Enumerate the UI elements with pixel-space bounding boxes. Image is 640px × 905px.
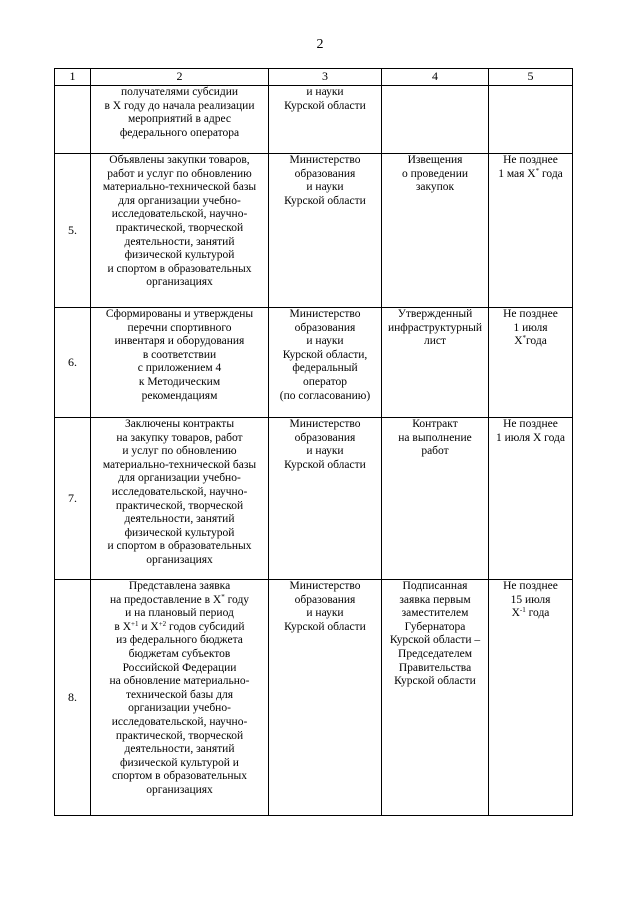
cell-text-line: материально-технической базы [102, 458, 257, 471]
cell-text-line: Курской области [284, 458, 366, 471]
cell-text-line: Не позднее [503, 154, 558, 166]
cell-text-line: бюджетам субъектов [128, 647, 231, 660]
cell-text-line: Сформированы и утверждены [105, 308, 254, 320]
cell-text-line: спортом в образовательных [112, 770, 247, 783]
cell-text-line: и на плановый период [125, 607, 234, 620]
cell-text-line: X*года [514, 334, 547, 348]
cell-text-line: с приложением 4 [137, 362, 222, 375]
cell-text-line: работ [421, 445, 449, 458]
cell-text-line: перечни спортивного [127, 321, 232, 334]
cell-text-line: Председателем [398, 647, 472, 660]
cell-text-line: заявка первым [399, 593, 471, 606]
cell-text-line: лист [423, 335, 447, 348]
cell-text-line: к Методическим [138, 375, 221, 388]
page-number: 2 [316, 37, 324, 52]
cell-text-line: 1 июля X года [496, 431, 565, 444]
cell-text-line: из федерального бюджета [116, 634, 243, 647]
cell-text-line: исследовательской, научно- [111, 715, 248, 728]
cell-text-line: на предоставление в X* году [109, 592, 250, 606]
cell-text-line: деятельности, занятий [124, 513, 235, 526]
table-row [55, 308, 573, 418]
header-cell: 2 [91, 69, 269, 86]
deadline-cell [489, 418, 573, 580]
plan-table [54, 68, 573, 816]
cell-text-line: Не позднее [503, 580, 558, 592]
cell-text-line: в X году до начала реализации [104, 99, 255, 112]
cell-text-line: Курской области – [389, 634, 481, 647]
cell-text-line: Представлена заявка [128, 580, 231, 592]
cell-text-line: организациях [146, 553, 213, 566]
event-cell [91, 86, 269, 154]
cell-text-line: для организации учебно- [118, 472, 241, 485]
cell-text-line: мероприятий в адрес [128, 113, 231, 126]
cell-text-line: федеральный [292, 362, 358, 375]
cell-text-line: Министерство [289, 418, 361, 430]
event-cell [91, 154, 269, 308]
cell-text-line: исследовательской, научно- [111, 208, 248, 221]
result-cell [382, 308, 489, 418]
cell-text-line: образования [294, 593, 356, 606]
row-number-cell: 7. [55, 418, 91, 580]
cell-text-line: организациях [146, 276, 213, 289]
cell-text-line: физической культурой [124, 249, 235, 262]
cell-text-line: физической культурой [124, 526, 235, 539]
table-row [55, 86, 573, 154]
responsible-cell [269, 86, 382, 154]
responsible-cell [269, 418, 382, 580]
responsible-cell [269, 154, 382, 308]
cell-text-line: Курской области [394, 675, 476, 688]
event-cell [91, 580, 269, 816]
cell-text-line: Не позднее [503, 418, 558, 430]
cell-text-line: Заключены контракты [124, 418, 235, 430]
cell-text-line: Министерство [289, 308, 361, 320]
cell-text-line: Губернатора [404, 620, 466, 633]
cell-text-line: и науки [306, 86, 344, 98]
cell-text-line: инвентаря и оборудования [114, 335, 245, 348]
cell-text-line: исследовательской, научно- [111, 485, 248, 498]
cell-text-line: Объявлены закупки товаров, [109, 154, 250, 166]
result-cell [382, 154, 489, 308]
header-cell: 3 [269, 69, 382, 86]
row-number-cell: 8. [55, 580, 91, 816]
result-cell [382, 418, 489, 580]
table-header-row [55, 69, 573, 86]
cell-text-line: Контракт [412, 418, 458, 430]
table-row [55, 580, 573, 816]
cell-text-line: практической, творческой [115, 729, 244, 742]
cell-text-line: и науки [306, 181, 344, 194]
cell-text-line: Утвержденный [397, 308, 473, 320]
header-cell: 1 [55, 69, 91, 86]
cell-text-line: организации учебно- [128, 702, 231, 715]
cell-text-line: на обновление материально- [109, 675, 250, 688]
cell-text-line: Министерство [289, 154, 361, 166]
cell-text-line: организациях [146, 783, 213, 796]
cell-text-line: Не позднее [503, 308, 558, 320]
cell-text-line: деятельности, занятий [124, 235, 235, 248]
deadline-cell [489, 308, 573, 418]
row-number-cell: 6. [55, 308, 91, 418]
cell-text-line: Правительства [398, 661, 472, 674]
responsible-cell [269, 308, 382, 418]
cell-text-line: (по согласованию) [279, 389, 371, 402]
cell-text-line: физической культурой и [120, 756, 239, 769]
table-row [55, 418, 573, 580]
cell-text-line: $X^{-1}$ года [511, 606, 550, 620]
cell-text-line: на выполнение [398, 431, 472, 444]
cell-text-line: для организации учебно- [118, 194, 241, 207]
cell-text-line: и науки [306, 445, 344, 458]
cell-text-line: образования [294, 431, 356, 444]
cell-text-line: 15 июля [510, 593, 551, 606]
cell-text-line: и услуг по обновлению [122, 445, 237, 458]
cell-text-line: Министерство [289, 580, 361, 592]
cell-text-line: материально-технической базы [102, 181, 257, 194]
cell-text-line: рекомендациям [141, 389, 218, 402]
event-cell [91, 418, 269, 580]
cell-text-line: Российской Федерации [122, 661, 237, 674]
header-cell: 4 [382, 69, 489, 86]
event-cell [91, 308, 269, 418]
cell-text-line: 1 мая X* года [498, 166, 563, 180]
result-cell [382, 580, 489, 816]
deadline-cell [489, 86, 573, 154]
cell-text-line: на закупку товаров, работ [116, 431, 243, 444]
cell-text-line: инфраструктурный [387, 321, 483, 334]
header-cell: 5 [489, 69, 573, 86]
cell-text-line: о проведении [401, 167, 468, 180]
cell-text-line: Извещения [407, 154, 463, 166]
cell-text-line: в соответствии [142, 348, 217, 361]
cell-text-line: Курской области [284, 620, 366, 633]
cell-text-line: практической, творческой [115, 221, 244, 234]
deadline-cell [489, 154, 573, 308]
cell-text-line: практической, творческой [115, 499, 244, 512]
row-number-cell [55, 86, 91, 154]
cell-text-line: деятельности, занятий [124, 743, 235, 756]
cell-text-line: Курской области, [282, 348, 368, 361]
cell-text-line: Курской области [284, 194, 366, 207]
row-number-cell: 5. [55, 154, 91, 308]
cell-text-line: заместителем [401, 607, 469, 620]
cell-text-line: технической базы для [125, 688, 234, 701]
cell-text-line: и науки [306, 607, 344, 620]
cell-text-line: и спортом в образовательных [107, 262, 252, 275]
cell-text-line: образования [294, 167, 356, 180]
cell-text-line: и науки [306, 335, 344, 348]
cell-text-line: образования [294, 321, 356, 334]
cell-text-line: Подписанная [402, 580, 468, 592]
cell-text-line: Курской области [284, 99, 366, 112]
cell-text-line: закупок [415, 181, 455, 194]
cell-text-line: получателями субсидии [120, 86, 239, 98]
cell-text-line: 1 июля [513, 321, 548, 334]
table-row [55, 154, 573, 308]
cell-text-line: работ и услуг по обновлению [107, 167, 252, 180]
responsible-cell [269, 580, 382, 816]
deadline-cell [489, 580, 573, 816]
cell-text-line: в $X^{+1}$ и $X^{+2}$ годов субсидий [114, 619, 245, 633]
cell-text-line: оператор [303, 375, 347, 388]
cell-text-line: и спортом в образовательных [107, 540, 252, 553]
cell-text-line: федерального оператора [119, 126, 240, 139]
result-cell [382, 86, 489, 154]
